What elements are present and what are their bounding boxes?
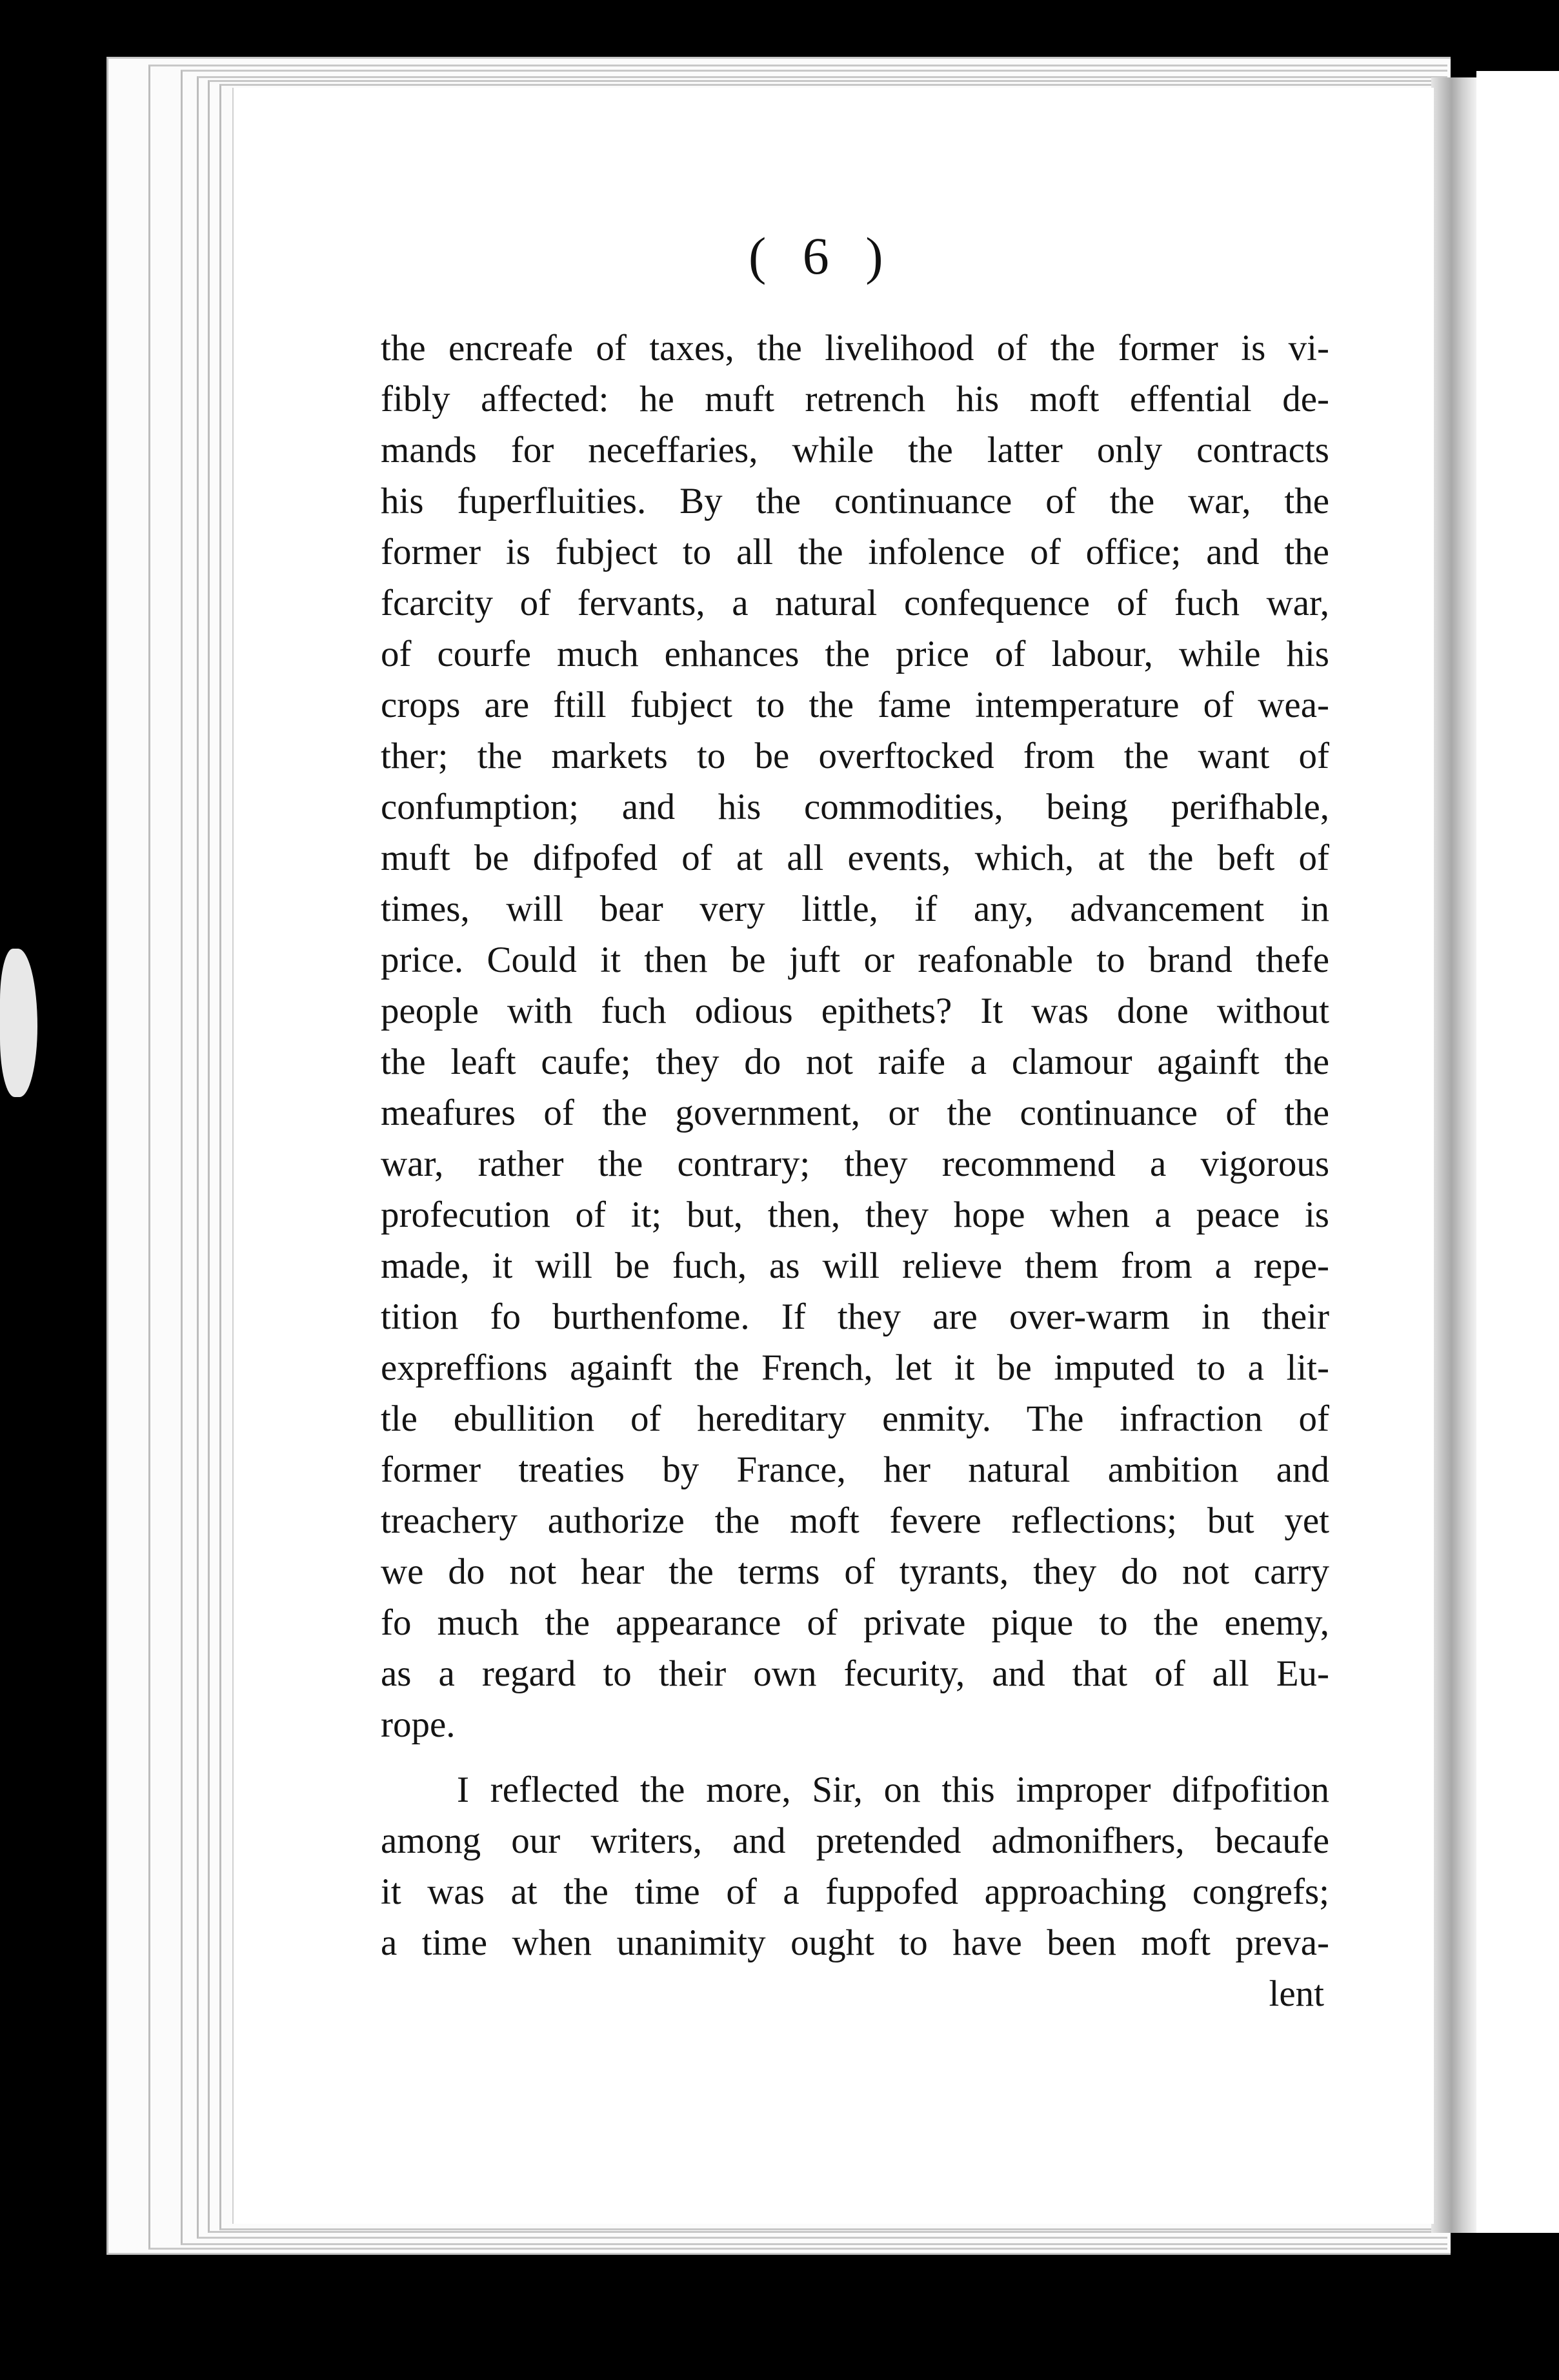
text-line: price. Could it then be juft or reafonable to brand thefe (381, 940, 1329, 980)
text-line: treachery authorize the moft fevere reflections; but yet (381, 1500, 1329, 1541)
facing-page-edge (1476, 71, 1559, 2233)
text-line: profecution of it; but, then, they hope when a peace is (381, 1195, 1329, 1235)
text-line: tle ebullition of hereditary enmity. The infraction of (381, 1398, 1329, 1439)
text-line: war, rather the contrary; they recommend a vigorous (381, 1144, 1329, 1184)
body-text (381, 323, 1329, 2019)
text-line: his fuperfluities. By the continuance of the war, the (381, 481, 1329, 521)
page-number: ( 6 ) (749, 227, 895, 285)
text-line: made, it will be fuch, as will relieve them from a repe- (381, 1245, 1329, 1286)
paragraph-end-line: rope. (381, 1704, 456, 1745)
text-line: of courfe much enhances the price of labour, while his (381, 634, 1329, 674)
text-line: we do not hear the terms of tyrants, they do not carry (381, 1551, 1329, 1592)
text-line: former is fubject to all the infolence of office; and the (381, 532, 1329, 572)
text-line: fo much the appearance of private pique to the enemy, (381, 1602, 1329, 1643)
text-line: the encreafe of taxes, the livelihood of the former is vi- (381, 328, 1329, 368)
text-line: fibly affected: he muft retrench his moft effential de- (381, 379, 1329, 419)
text-line: confumption; and his commodities, being perifhable, (381, 787, 1329, 827)
text-line: expreffions againft the French, let it be imputed to a lit- (381, 1347, 1329, 1388)
text-line: crops are ftill fubject to the fame intemperature of wea- (381, 685, 1329, 725)
text-line: times, will bear very little, if any, advancement in (381, 889, 1329, 929)
text-line: it was at the time of a fuppofed approaching congrefs; (381, 1871, 1329, 1912)
text-line: a time when unanimity ought to have been moft preva- (381, 1922, 1329, 1963)
text-line: the leaft caufe; they do not raife a clamour againft the (381, 1042, 1329, 1082)
catchword: lent (1269, 1973, 1324, 2014)
text-line: muft be difpofed of at all events, which, at the beft of (381, 838, 1329, 878)
text-line: people with fuch odious epithets? It was done without (381, 991, 1329, 1031)
text-line: former treaties by France, her natural ambition and (381, 1449, 1329, 1490)
text-line: fcarcity of fervants, a natural confequence of fuch war, (381, 583, 1329, 623)
text-line: ther; the markets to be overftocked from the want of (381, 736, 1329, 776)
text-line: as a regard to their own fecurity, and that of all Eu- (381, 1653, 1329, 1694)
text-line: mands for neceffaries, while the latter only contracts (381, 430, 1329, 470)
text-line: among our writers, and pretended admonifhers, becaufe (381, 1820, 1329, 1861)
text-line: meafures of the government, or the continuance of the (381, 1093, 1329, 1133)
paper-stain (0, 949, 37, 1097)
text-line: tition fo burthenfome. If they are over-warm in their (381, 1296, 1329, 1337)
paragraph-start-line: I reflected the more, Sir, on this improper difpofition (457, 1770, 1329, 1810)
book-gutter (1431, 77, 1476, 2233)
